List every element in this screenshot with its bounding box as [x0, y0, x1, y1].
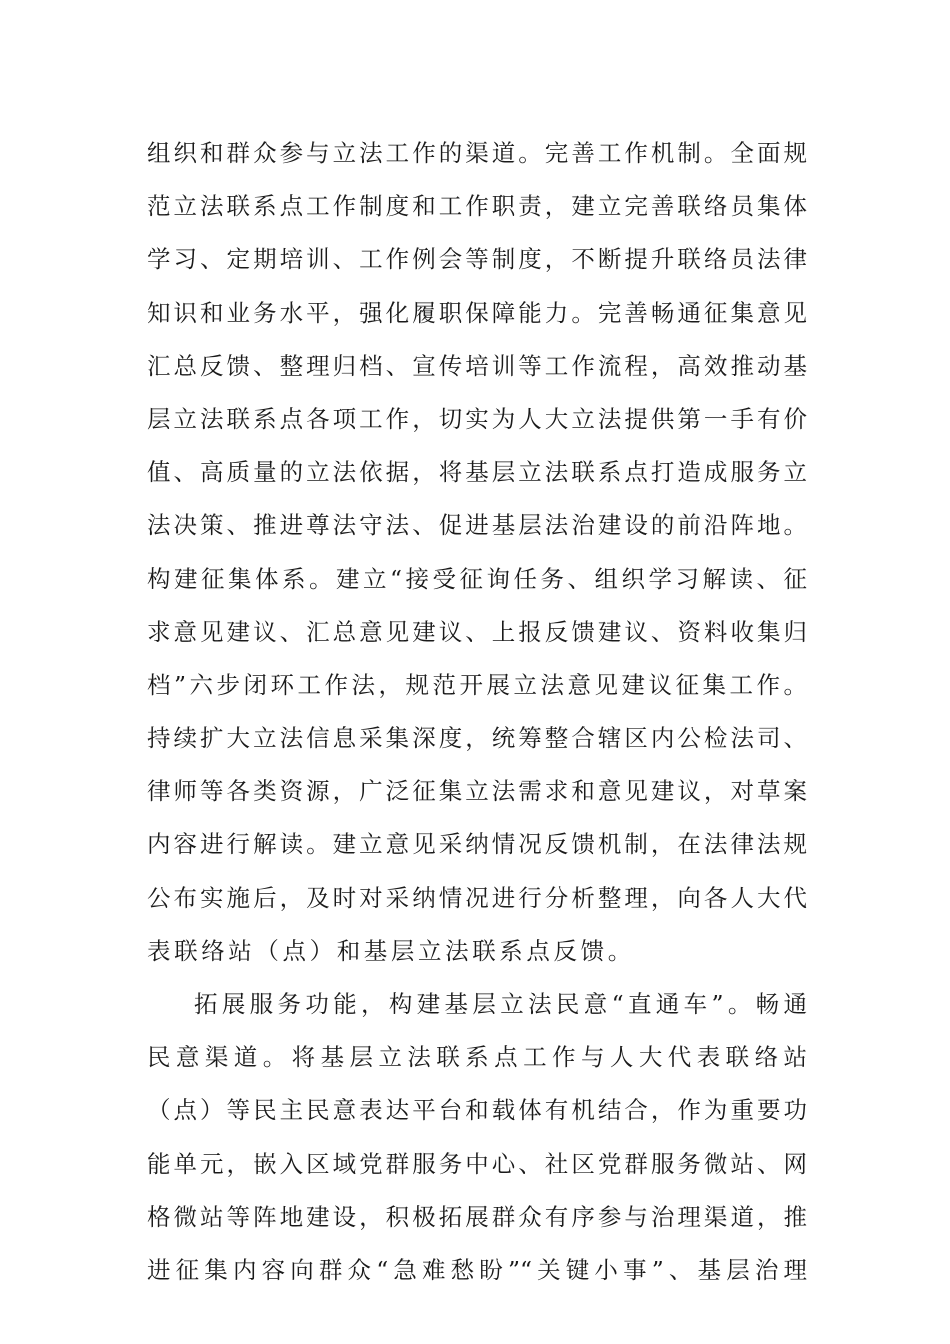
text-line: 持续扩大立法信息采集深度，统筹整合辖区内公检法司、: [147, 724, 807, 753]
text-line: 知识和业务水平，强化履职保障能力。完善畅通征集意见: [147, 298, 807, 327]
text-line: 档”六步闭环工作法，规范开展立法意见建议征集工作。: [147, 670, 807, 699]
text-line: 层立法联系点各项工作，切实为人大立法提供第一手有价: [147, 404, 807, 433]
text-line: 格微站等阵地建设，积极拓展群众有序参与治理渠道，推: [147, 1202, 807, 1231]
text-line: 构建征集体系。建立“接受征询任务、组织学习解读、征: [147, 564, 807, 593]
text-line-paragraph-start: 拓展服务功能，构建基层立法民意“直通车”。畅通: [194, 990, 807, 1018]
text-line: 范立法联系点工作制度和工作职责，建立完善联络员集体: [147, 192, 807, 221]
text-line: 汇总反馈、整理归档、宣传培训等工作流程，高效推动基: [147, 351, 807, 380]
text-line-paragraph-end: 表联络站（点）和基层立法联系点反馈。: [147, 936, 635, 965]
text-line: 学习、定期培训、工作例会等制度，不断提升联络员法律: [147, 245, 807, 274]
text-line: 内容进行解读。建立意见采纳情况反馈机制，在法律法规: [147, 830, 807, 859]
text-line: 组织和群众参与立法工作的渠道。完善工作机制。全面规: [147, 139, 807, 167]
body-text: [147, 131, 807, 1301]
text-line: 能单元，嵌入区域党群服务中心、社区党群服务微站、网: [147, 1149, 807, 1178]
text-line: 民意渠道。将基层立法联系点工作与人大代表联络站: [147, 1043, 807, 1072]
text-line: 公布实施后，及时对采纳情况进行分析整理，向各人大代: [147, 883, 807, 912]
text-line: （点）等民主民意表达平台和载体有机结合，作为重要功: [147, 1096, 807, 1125]
text-line: 值、高质量的立法依据，将基层立法联系点打造成服务立: [147, 458, 807, 487]
text-line: 求意见建议、汇总意见建议、上报反馈建议、资料收集归: [147, 617, 807, 646]
text-line: 律师等各类资源，广泛征集立法需求和意见建议，对草案: [147, 777, 807, 806]
text-line: 进征集内容向群众“急难愁盼”“关键小事”、基层治理: [147, 1255, 807, 1284]
text-line: 法决策、推进尊法守法、促进基层法治建设的前沿阵地。: [147, 511, 807, 540]
